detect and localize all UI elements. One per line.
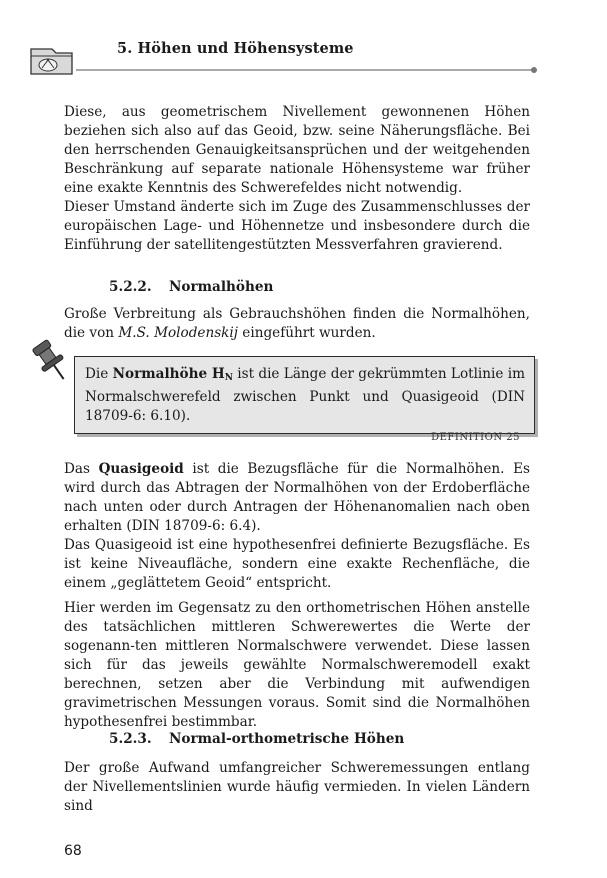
quasigeoid-term: Quasigeoid (98, 461, 184, 477)
page-number: 68 (64, 843, 82, 859)
header-rule (28, 60, 540, 78)
definition-box: Die Normalhöhe $H_N$ ist die Länge der gekrümmten Lotlinie im Normalschwerefeld zwischen Punkt und Quasigeoid (DIN 18709-6: 6.10). (74, 356, 535, 434)
section-number: 5.2.2. (109, 279, 152, 295)
section-heading-5-2-3 (109, 731, 404, 747)
quasigeoid-text (64, 460, 530, 732)
author-name: M.S. Molodenskij (118, 325, 238, 341)
section-title: Normalhöhen (169, 279, 274, 295)
quasigeoid-paragraph-3: Hier werden im Gegensatz zu den orthometrischen Höhen anstelle des tatsächlichen mittleren Schwerewertes die Werte der sogenann-ten mittleren Normalschwere verwendet. Diese lassen sich für das jeweils gewählte Normalschweremodell exakt berechnen, setzen aber die Verbindung mit aufwendigen gravimetrischen Messungen voraus. Somit sind die Normalhöhen hypothesenfrei bestimmbar. (64, 600, 530, 730)
quasigeoid-paragraph-1: Das Quasigeoid ist die Bezugsfläche für die Normalhöhen. Es wird durch das Abtragen der Normalhöhen von der Erdoberfläche nach unten oder durch Antragen der Höhenanomalien nach oben erhalten (DIN 18709-6: 6.4). (64, 461, 530, 534)
normalhoehen-lead-paragraph: Große Verbreitung als Gebrauchshöhen finden die Normalhöhen, die von M.S. Molodenskij eingeführt wurden. (64, 306, 530, 341)
quasigeoid-paragraph-2: Das Quasigeoid ist eine hypothesenfrei definierte Bezugsfläche. Es ist keine Niveaufläche, sondern eine exakte Rechenfläche, die einem „geglättetem Geoid“ entspricht. (64, 537, 530, 591)
normalhoehen-lead (64, 305, 530, 343)
pushpin-icon (26, 336, 76, 386)
intro-paragraph-2: Dieser Umstand änderte sich im Zuge des Zusammenschlusses der europäischen Lage- und Höhennetze und insbesondere durch die Einführung der satellitengestützten Messverfahren gravierend. (64, 199, 530, 253)
definition-caption: DEFINITION 25 (431, 432, 520, 443)
definition-term: Normalhöhe $H_N$ (112, 366, 233, 383)
section-title: Normal-orthometrische Höhen (169, 731, 405, 747)
section-number: 5.2.3. (109, 731, 152, 747)
section-heading-5-2-2 (109, 279, 273, 295)
intro-paragraph-1: Diese, aus geometrischem Nivellement gewonnenen Höhen beziehen sich also auf das Geoid, bzw. seine Näherungsfläche. Bei den herrschenden Genauigkeitsansprüchen und der weitgehenden Beschränkung auf separate nationale Höhensysteme war früher eine exakte Kenntnis des Schwerefeldes nicht notwendig. (64, 104, 530, 196)
running-header-title: 5. Höhen und Höhensysteme (117, 40, 354, 57)
normal-orthometric-paragraph-1: Der große Aufwand umfangreicher Schweremessungen entlang der Nivellementslinien wurde häufig vermieden. In vielen Ländern sind (64, 760, 530, 814)
normal-orthometric-text (64, 759, 530, 816)
intro-text (64, 103, 530, 255)
definition-text: ist die Länge der gekrümmten Lotlinie im Normalschwerefeld zwischen Punkt und Quasigeoid (DIN 18709-6: 6.10). (85, 366, 525, 424)
